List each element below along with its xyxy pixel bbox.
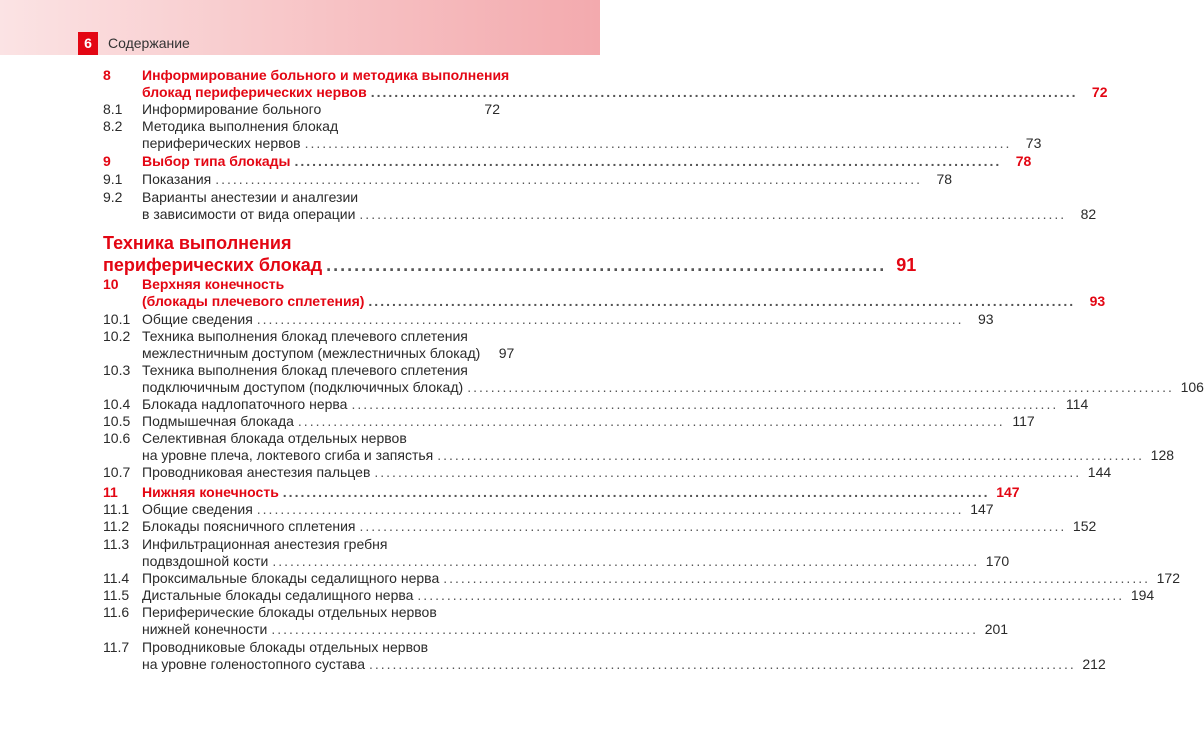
toc-entry-title: Проводниковая анестезия пальцев (142, 464, 371, 480)
toc-entry-title: Верхняя конечность (142, 276, 285, 292)
toc-entry-number: 10.4 (103, 396, 131, 412)
toc-entry-number: 11.2 (103, 518, 130, 534)
toc-entry-page: 144 (1087, 464, 1112, 480)
toc-entry-title: Показания (142, 171, 212, 187)
toc-entry-title: на уровне голеностопного сустава (142, 656, 365, 672)
toc-entry-title: Выбор типа блокады (142, 153, 291, 169)
toc-entry-title: Общие сведения (142, 311, 253, 327)
dot-leader: ................................................................................ (326, 255, 887, 275)
toc-entry-page: 117 (1012, 413, 1035, 429)
toc-entry-title: Техника выполнения блокад плечевого сплетения (142, 362, 468, 378)
toc-entry-title: Периферические блокады отдельных нервов (142, 604, 437, 620)
dot-leader: ........................................................................................................................ (368, 656, 1076, 672)
toc-entry-title: Информирование больного (142, 101, 322, 117)
toc-entry-title: блокад периферических нервов (142, 84, 367, 100)
toc-entry-title: Варианты анестезии и аналгезии (142, 189, 359, 205)
toc-entry-page: 93 (977, 311, 994, 327)
page-number: 6 (78, 32, 98, 55)
toc-entry-title: периферических нервов (142, 135, 301, 151)
toc-entry-title: Блокада надлопаточного нерва (142, 396, 348, 412)
toc-entry-title: Общие сведения (142, 501, 253, 517)
toc-entry-title: (блокады плечевого сплетения) (142, 293, 365, 309)
toc-entry-number: 9 (103, 153, 111, 169)
dot-leader: ........................................................................................................................ (437, 447, 1145, 463)
dot-leader: ........................................................................................................................ (467, 379, 1174, 395)
toc-entry-number: 10 (103, 276, 119, 292)
dot-leader: ........................................................................................................................ (370, 84, 1078, 100)
dot-leader: ........................................................................................................................ (359, 206, 1067, 222)
dot-leader: ........................................................................................................................ (256, 311, 964, 327)
toc-entry-page: 93 (1089, 293, 1106, 309)
toc-entry-number: 10.1 (103, 311, 131, 327)
dot-leader: ........................................................................................................................ (272, 553, 980, 569)
toc-entry-number: 9.1 (103, 171, 123, 187)
toc-entry-title: Техника выполнения блокад плечевого сплетения (142, 328, 468, 344)
toc-entry-page: 147 (996, 484, 1020, 500)
toc-entry-title: подвздошной кости (142, 553, 269, 569)
toc-entry-number: 9.2 (103, 189, 123, 205)
toc-entry-number: 11.6 (103, 604, 130, 620)
dot-leader: ........................................................................................................................ (351, 396, 1059, 412)
toc-entry-title: на уровне плеча, локтевого сгиба и запястья (142, 447, 434, 463)
toc-entry-title: Проксимальные блокады седалищного нерва (142, 570, 440, 586)
toc-entry-title: Проводниковые блокады отдельных нервов (142, 639, 429, 655)
toc-entry-number: 10.2 (103, 328, 131, 344)
toc-entry-title: Нижняя конечность (142, 484, 279, 500)
dot-leader: ........................................................................................................................ (374, 464, 1082, 480)
toc-entry-page: 82 (1080, 206, 1097, 222)
toc-entry-page: 201 (984, 621, 1009, 637)
part-heading[interactable] (103, 232, 917, 276)
dot-leader: ........................................................................................................................ (294, 153, 1002, 169)
toc-entry-title: Инфильтрационная анестезия гребня (142, 536, 388, 552)
toc-entry-page: 106 (1180, 379, 1204, 395)
toc-entry-title: Селективная блокада отдельных нервов (142, 430, 407, 446)
running-title: Содержание (108, 35, 190, 51)
toc-entry-title: Подмышечная блокада (142, 413, 294, 429)
toc-entry-number: 11.7 (103, 639, 130, 655)
dot-leader: ........................................................................................................................ (271, 621, 979, 637)
toc-entry-page: 78 (936, 171, 953, 187)
toc-entry-number: 10.6 (103, 430, 131, 446)
toc-entry-page: 72 (1091, 84, 1108, 100)
dot-leader: ........................................................................................................................ (304, 135, 1012, 151)
toc-entry-title: подключичным доступом (подключичных блокад) (142, 379, 464, 395)
toc-entry-page: 170 (985, 553, 1010, 569)
toc-entry-title: Блокады поясничного сплетения (142, 518, 356, 534)
dot-leader: ........................................................................................................................ (256, 501, 964, 517)
toc-entry-page: 78 (1015, 153, 1032, 169)
dot-leader: ........................................................................................................................ (282, 484, 990, 500)
toc-entry-page: 73 (1025, 135, 1042, 151)
toc-entry-page: 97 (498, 345, 515, 361)
toc-entry-number: 11 (103, 484, 118, 500)
toc-entry-title: межлестничным доступом (межлестничных блокад) (142, 345, 481, 361)
dot-leader: ........................................................................................................................ (297, 413, 1005, 429)
dot-leader: ........................................................................................................................ (359, 518, 1067, 534)
dot-leader: ........................................................................................................................ (215, 171, 923, 187)
toc-entry-number: 10.3 (103, 362, 131, 378)
dot-leader: ........................................................................................................................ (443, 570, 1150, 586)
toc-entry-page: 114 (1065, 396, 1089, 412)
toc-entry-number: 8.1 (103, 101, 123, 117)
toc-entry-page: 128 (1150, 447, 1175, 463)
part-heading-title: Техника выполнения (103, 233, 292, 253)
dot-leader: ........................................................................................................................ (368, 293, 1076, 309)
toc-entry-number: 11.5 (103, 587, 130, 603)
part-heading-title: периферических блокад (103, 255, 323, 275)
toc-entry-page: 172 (1156, 570, 1180, 586)
dot-leader: ........................................................................................................................ (417, 587, 1125, 603)
toc-entry-number: 11.3 (103, 536, 130, 552)
toc-entry-title: нижней конечности (142, 621, 268, 637)
toc-entry-number: 10.7 (103, 464, 131, 480)
toc-entry-page: 147 (970, 501, 994, 517)
toc-entry-number: 8 (103, 67, 111, 83)
toc-entry-page: 194 (1130, 587, 1155, 603)
toc-entry-page: 212 (1082, 656, 1106, 672)
toc-entry-title: Информирование больного и методика выполнения (142, 67, 510, 83)
toc-entry-number: 11.4 (103, 570, 130, 586)
toc-entry-page: 72 (484, 101, 500, 117)
toc-entry-title: Методика выполнения блокад (142, 118, 339, 134)
toc-entry-title: Дистальные блокады седалищного нерва (142, 587, 414, 603)
toc-entry-number: 11.1 (103, 501, 130, 517)
part-heading-page: 91 (896, 255, 917, 275)
toc-entry-number: 10.5 (103, 413, 131, 429)
toc-entry-title: в зависимости от вида операции (142, 206, 356, 222)
toc-entry-page: 152 (1072, 518, 1097, 534)
toc-entry-number: 8.2 (103, 118, 123, 134)
